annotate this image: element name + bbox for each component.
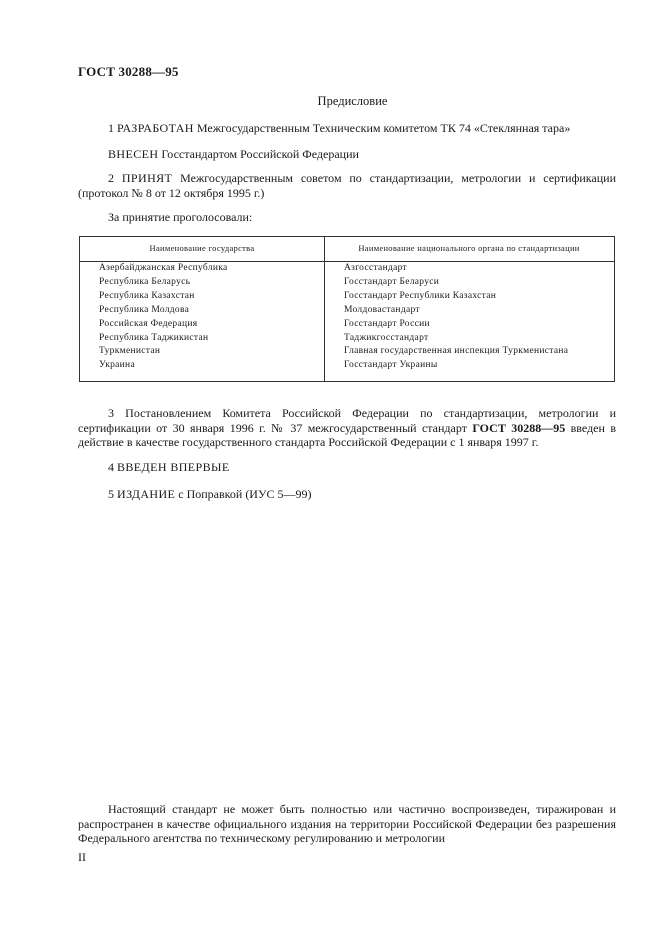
table-cell-state: Республика Молдова bbox=[99, 304, 190, 315]
table-cell-body: Госстандарт Украины bbox=[344, 360, 438, 371]
table-column-bodies bbox=[344, 262, 568, 373]
adopted-text: Межгосударственным советом по стандартизации, метрологии и сертификации (протокол № 8 от 12 октября 1995 г.) bbox=[78, 171, 617, 200]
table-cell-body: Главная государственная инспекция Туркменистана bbox=[344, 346, 569, 357]
decree-text-1: Постановлением Комитета Российской Федерации по стандартизации, метрологии и сертификации от 30 января 1996 г. № 37 межгосударственный стандарт bbox=[78, 406, 617, 435]
first-introduced-text: ВВЕДЕН ВПЕРВЫЕ bbox=[117, 460, 230, 474]
document-code: ГОСТ 30288—95 bbox=[78, 64, 179, 79]
developed-text: Межгосударственным Техническим комитетом ТК 74 «Стеклянная тара» bbox=[193, 121, 571, 135]
developed-label: РАЗРАБОТАН bbox=[117, 121, 194, 135]
decree-text-2: введен в действие в качестве государственного стандарта Российской Федерации с 1 января 1997 г. bbox=[78, 420, 616, 449]
table-cell-body: Госстандарт Республики Казахстан bbox=[344, 290, 497, 301]
table-cell-body: Госстандарт Беларуси bbox=[344, 276, 440, 287]
decree-standard: ГОСТ 30288—95 bbox=[472, 420, 566, 435]
table-header-state: Наименование государства bbox=[149, 243, 255, 253]
table-cell-body: Госстандарт России bbox=[344, 318, 430, 329]
page-title: Предисловие bbox=[317, 94, 388, 108]
copyright-notice: Настоящий стандарт не может быть полностью или частично воспроизведен, тиражирован и распространен в качестве официального издания на территории Российской Федерации без разрешения Федерального агентства по техническому регулированию и метрологии bbox=[78, 802, 616, 845]
item-number: 5 bbox=[108, 487, 117, 501]
table-cell-state: Республика Казахстан bbox=[99, 290, 195, 301]
item-number: 4 bbox=[108, 460, 117, 474]
item-number: 2 bbox=[108, 171, 122, 185]
voting-table bbox=[79, 236, 615, 382]
item-edition bbox=[78, 487, 616, 502]
table-cell-body: Азгосстандарт bbox=[344, 263, 407, 273]
item-first-introduced bbox=[78, 460, 616, 475]
item-submitted bbox=[108, 147, 616, 162]
voted-caption: За принятие проголосовали: bbox=[108, 210, 253, 224]
table-cell-state: Украина bbox=[99, 360, 135, 371]
item-number: 1 bbox=[108, 121, 117, 135]
edition-text: с Поправкой (ИУС 5—99) bbox=[175, 487, 312, 501]
edition-label: ИЗДАНИЕ bbox=[117, 487, 176, 501]
table-column-states bbox=[99, 262, 228, 373]
page-number: II bbox=[78, 850, 86, 864]
submitted-label: ВНЕСЕН bbox=[108, 147, 159, 161]
table-cell-state: Республика Беларусь bbox=[99, 276, 191, 287]
table-cell-state: Азербайджанская Республика bbox=[99, 263, 228, 273]
table-header-body: Наименование национального органа по стандартизации bbox=[358, 243, 580, 253]
item-number: 3 bbox=[108, 406, 126, 420]
item-decree bbox=[78, 406, 616, 450]
item-developed bbox=[78, 121, 616, 136]
table-cell-state: Российская Федерация bbox=[99, 318, 198, 329]
table-cell-body: Молдовастандарт bbox=[344, 304, 420, 315]
table-cell-state: Туркменистан bbox=[99, 346, 161, 357]
adopted-label: ПРИНЯТ bbox=[121, 171, 173, 185]
table-cell-body: Таджикгосстандарт bbox=[344, 332, 429, 343]
table-column-divider bbox=[324, 237, 325, 381]
item-adopted bbox=[78, 171, 616, 200]
submitted-text: Госстандартом Российской Федерации bbox=[158, 147, 359, 161]
table-cell-state: Республика Таджикистан bbox=[99, 332, 209, 343]
